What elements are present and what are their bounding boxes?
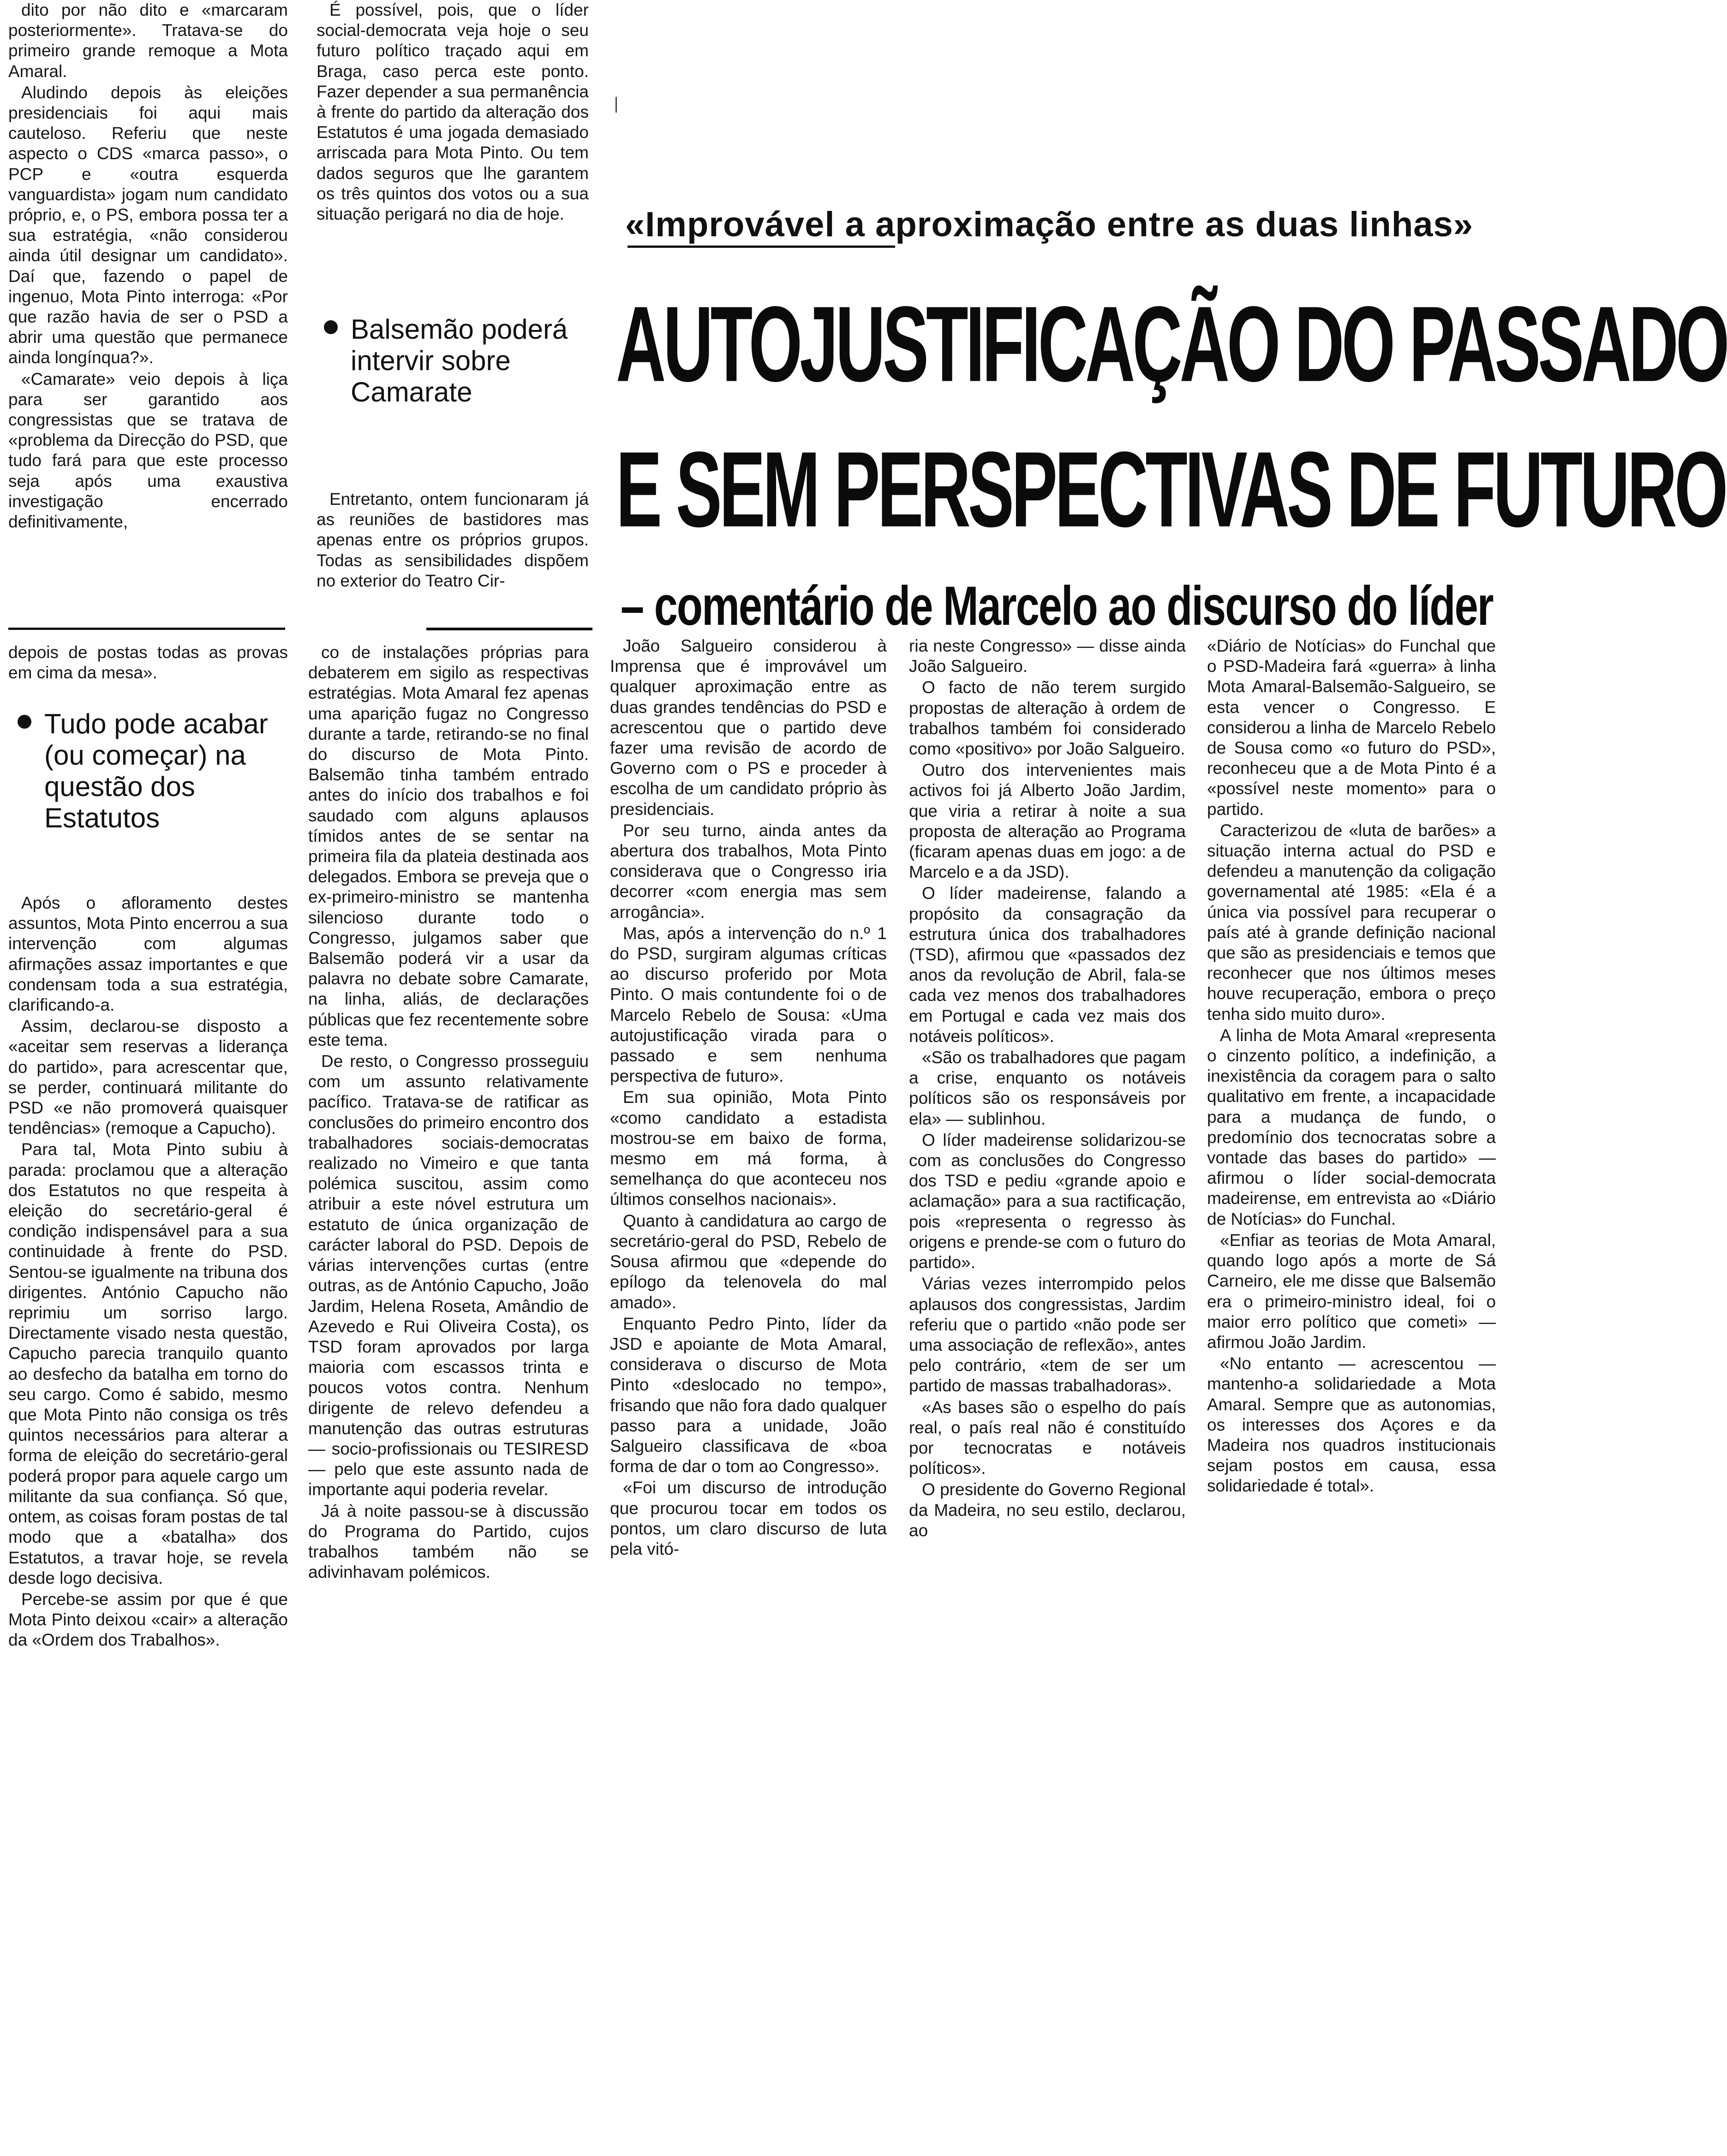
paragraph: dito por não dito e «marcaram posteriormente». Tratava-se do primeiro grande remoque a Mota Amaral. <box>8 0 288 81</box>
paragraph: Após o afloramento destes assuntos, Mota Pinto encerrou a sua intervenção com algumas afirmações assaz importantes e que condensam toda a sua estratégia, clarificando-a. <box>8 893 288 1015</box>
paragraph: Assim, declarou-se disposto a «aceitar sem reservas a liderança do partido», para acrescentar que, se perder, continuará militante do PSD «e não promoverá quaisquer tendências» (remoque a Capucho). <box>8 1017 288 1138</box>
paragraph: O presidente do Governo Regional da Madeira, no seu estilo, declarou, ao <box>909 1480 1186 1540</box>
article-column-4 <box>909 636 1186 1822</box>
bullet-icon <box>324 320 338 334</box>
article-column-middle-intro <box>317 489 589 618</box>
headline-line-1: AUTOJUSTIFICAÇÃO DO PASSADO <box>616 283 1727 404</box>
paragraph: «Camarate» veio depois à liça para ser garantido aos congressistas que se tratava de «problema da Direcção do PSD, que tudo fará para que este processo seja após uma exaustiva investigação encerrado definitivamente, <box>8 369 288 532</box>
article-column-2 <box>308 642 589 1888</box>
paragraph: «No entanto — acrescentou — mantenho-a solidariedade a Mota Amaral. Sempre que as autonomias, os interesses dos Açores e da Madeira nos quadros institucionais sejam postos em causa, essa solidariedade é total». <box>1207 1354 1496 1496</box>
paragraph: O facto de não terem surgido propostas de alteração à ordem de trabalhos também foi considerado como «positivo» por João Salgueiro. <box>909 678 1186 759</box>
kicker-underline <box>627 246 895 248</box>
paragraph: Enquanto Pedro Pinto, líder da JSD e apoiante de Mota Amaral, considerava o discurso de Mota Pinto «deslocado no tempo», frisando que não fora dado qualquer passo para a unidade, João Salgueiro classificava de «boa forma de dar o tom ao Congresso». <box>610 1314 887 1476</box>
paragraph: co de instalações próprias para debaterem em sigilo as respectivas estratégias. Mota Amaral fez apenas uma aparição fugaz no Congresso durante a tarde, retirando-se no final do discurso de Mota Pinto. Balsemão tinha também entrado antes do início dos trabalhos e foi saudado com alguns aplausos tímidos antes de se sentar na primeira fila da plateia destinada aos delegados. Embora se preveja que o ex-primeiro-ministro se mantenha silencioso durante todo o Congresso, julgamos saber que Balsemão poderá vir a usar da palavra no debate sobre Camarate, na linha, aliás, de declarações públicas que fez recentemente sobre este tema. <box>308 643 589 1049</box>
separator-rule <box>8 628 285 630</box>
paragraph: O líder madeirense, falando a propósito da consagração da estrutura única dos trabalhadores (TSD), afirmou que «passados dez anos da revolução de Abril, fala-se cada vez menos dos trabalhadores em Portugal e cada vez mais dos notáveis políticos». <box>909 884 1186 1046</box>
paragraph: Aludindo depois às eleições presidenciais foi aqui mais cauteloso. Referiu que neste aspecto o CDS «marca passo», o PCP e «outra esquerda vanguardista» jogam num candidato próprio, e, o PS, embora possa ter a sua estratégia, «não considerou ainda útil designar um candidato». Daí que, fazendo o papel de ingenuo, Mota Pinto interroga: «Por que razão havia de ser o PSD a abrir uma questão que permanece ainda longínqua?». <box>8 83 288 367</box>
article-column-top-left <box>8 0 288 614</box>
paragraph: De resto, o Congresso prosseguiu com um assunto relativamente pacífico. Tratava-se de ratificar as conclusões do primeiro encontro dos trabalhadores sociais-democratas realizado no Vimeiro e que tanta polémica suscitou, assim como atribuir a este nóvel estrutura um estatuto de única organização de carácter laboral do PSD. Depois de várias intervenções curtas (entre outras, as de António Capucho, João Jardim, Helena Roseta, Amândio de Azevedo e Rui Oliveira Costa), os TSD foram aprovados por larga maioria com escassos trinta e poucos votos contra. Nenhum dirigente de relevo defendeu a manutenção das outras estruturas — socio-profissionais ou TESIRESD — pelo que este assunto nada de importante aqui poderia revelar. <box>308 1052 589 1499</box>
subhead-balsemao: Balsemão poderá intervir sobre Camarate <box>351 314 572 480</box>
paragraph: Em sua opinião, Mota Pinto «como candidato a estadista mostrou-se em baixo de forma, mesmo em má forma, à semelhança do que aconteceu nos últimos conselhos nacionais». <box>610 1088 887 1209</box>
paragraph: Mas, após a intervenção do n.º 1 do PSD, surgiram algumas críticas ao discurso proferido por Mota Pinto. O mais contundente foi o de Marcelo Rebelo de Sousa: «Uma autojustificação virada para o passado e sem nenhuma perspectiva de futuro». <box>610 923 887 1086</box>
headline-subtitle: – comentário de Marcelo ao discurso do líder <box>621 575 1493 637</box>
paragraph: O líder madeirense solidarizou-se com as conclusões do Congresso dos TSD e pediu «grande apoio e aclamação» para a sua ractificação, pois «representa o regresso às origens e prende-se com o futuro do partido». <box>909 1130 1186 1272</box>
paragraph: «Enfiar as teorias de Mota Amaral, quando logo após a morte de Sá Carneiro, ele me disse que Balsemão era o primeiro-ministro ideal, foi o maior erro político que cometi» — afirmou João Jardim. <box>1207 1230 1496 1352</box>
paragraph: É possível, pois, que o líder social-democrata veja hoje o seu futuro político traçado aqui em Braga, caso perca este ponto. Fazer depender a sua permanência à frente do partido da alteração dos Estatutos é uma jogada demasiado arriscada para Mota Pinto. Ou tem dados seguros que lhe garantem os três quintos dos votos ou a sua situação perigará no dia de hoje. <box>317 0 589 224</box>
headline-kicker: «Improvável a aproximação entre as duas linhas» <box>625 205 1474 244</box>
paragraph: Outro dos intervenientes mais activos foi já Alberto João Jardim, que viria a retirar à noite a sua proposta de alteração ao Programa (ficaram apenas duas em jogo: a de Marcelo e a da JSD). <box>909 761 1186 882</box>
headline-line-2: E SEM PERSPECTIVAS DE FUTURO <box>616 429 1726 550</box>
paragraph: Já à noite passou-se à discussão do Programa do Partido, cujos trabalhos também não se adivinhavam polémicos. <box>308 1501 589 1582</box>
paragraph: Por seu turno, ainda antes da abertura dos trabalhos, Mota Pinto considerava que o Congresso iria decorrer «com energia mas sem arrogância». <box>610 820 887 922</box>
article-column-3 <box>610 636 887 1822</box>
paragraph: A linha de Mota Amaral «representa o cinzento político, a indefinição, a inexistência da coragem para o salto qualitativo em frente, a incapacidade para a mudança de fundo, o predomínio dos tecnocratas sobre a vontade das bases do partido» — afirmou o líder social-democrata madeirense, em entrevista ao «Diário de Notícias» do Funchal. <box>1207 1025 1496 1228</box>
paragraph: Quanto à candidatura ao cargo de secretário-geral do PSD, Rebelo de Sousa afirmou que «depende do epílogo da telenovela do mal amado». <box>610 1211 887 1312</box>
paragraph: «As bases são o espelho do país real, o país real não é constituído por tecnocratas e notáveis políticos». <box>909 1397 1186 1478</box>
paragraph: «Foi um discurso de introdução que procurou tocar em todos os pontos, um claro discurso de luta pela vitó- <box>610 1478 887 1558</box>
paragraph: Entretanto, ontem funcionaram já as reuniões de bastidores mas apenas entre os próprios grupos. Todas as sensibilidades dispõem no exterior do Teatro Cir- <box>317 490 589 590</box>
margin-mark <box>616 97 617 113</box>
paragraph: «Diário de Notícias» do Funchal que o PSD-Madeira fará «guerra» à linha Mota Amaral-Balsemão-Salgueiro, se esta vencer o Congresso. E considerou a linha de Marcelo Rebelo de Sousa como «o futuro do PSD», reconheceu que a de Mota Pinto é a «possível neste momento» para o partido. <box>1207 636 1496 819</box>
article-column-5 <box>1207 636 1496 1822</box>
article-column-top-middle <box>317 0 589 300</box>
paragraph: depois de postas todas as provas em cima da mesa». <box>8 643 288 683</box>
paragraph: ria neste Congresso» — disse ainda João Salgueiro. <box>909 636 1186 676</box>
paragraph: Percebe-se assim por que é que Mota Pinto deixou «cair» a alteração da «Ordem dos Trabalhos». <box>8 1589 288 1650</box>
bullet-icon <box>18 715 31 729</box>
article-column-1 <box>8 642 288 684</box>
article-column-1-body <box>8 893 288 1871</box>
separator-rule <box>426 628 592 630</box>
subhead-estatutos: Tudo pode acabar (ou começar) na questão dos Estatutos <box>44 708 275 884</box>
paragraph: «São os trabalhadores que pagam a crise, enquanto os notáveis políticos são os responsáveis por ela» — sublinhou. <box>909 1048 1186 1128</box>
paragraph: João Salgueiro considerou à Imprensa que é improvável um qualquer aproximação entre as duas grandes tendências do PSD e acrescentou que o partido deve fazer uma revisão de acordo de Governo com o PS e proceder à escolha de um candidato próprio às presidenciais. <box>610 636 887 819</box>
paragraph: Caracterizou de «luta de barões» a situação interna actual do PSD e defendeu a manutenção da coligação governamental até 1985: «Ela é a única via possível para recuperar o país até à grande definição nacional que são as presidenciais e temos que reconhecer que nos últimos meses houve recuperação, embora o preço tenha sido muito duro». <box>1207 820 1496 1024</box>
paragraph: Várias vezes interrompido pelos aplausos dos congressistas, Jardim referiu que o partido «não pode ser uma associação de reflexão», antes pelo contrário, «tem de ser um partido de massas trabalhadoras». <box>909 1274 1186 1395</box>
paragraph: Para tal, Mota Pinto subiu à parada: proclamou que a alteração dos Estatutos no que respeita à eleição do secretário-geral é condição indispensável para a sua continuidade à frente do PSD. Sentou-se igualmente na tribuna dos dirigentes. António Capucho não reprimiu um sorriso largo. Directamente visado nesta questão, Capucho parecia tranquilo quanto ao desfecho da batalha em torno do seu cargo. Como é sabido, mesmo que Mota Pinto não consiga os três quintos necessários para alterar a forma de eleição do secretário-geral poderá propor para aquele cargo um militante da sua confiança. Só que, ontem, as coisas foram postas de tal modo que a «batalha» dos Estatutos, a travar hoje, se revela desde logo decisiva. <box>8 1140 288 1587</box>
